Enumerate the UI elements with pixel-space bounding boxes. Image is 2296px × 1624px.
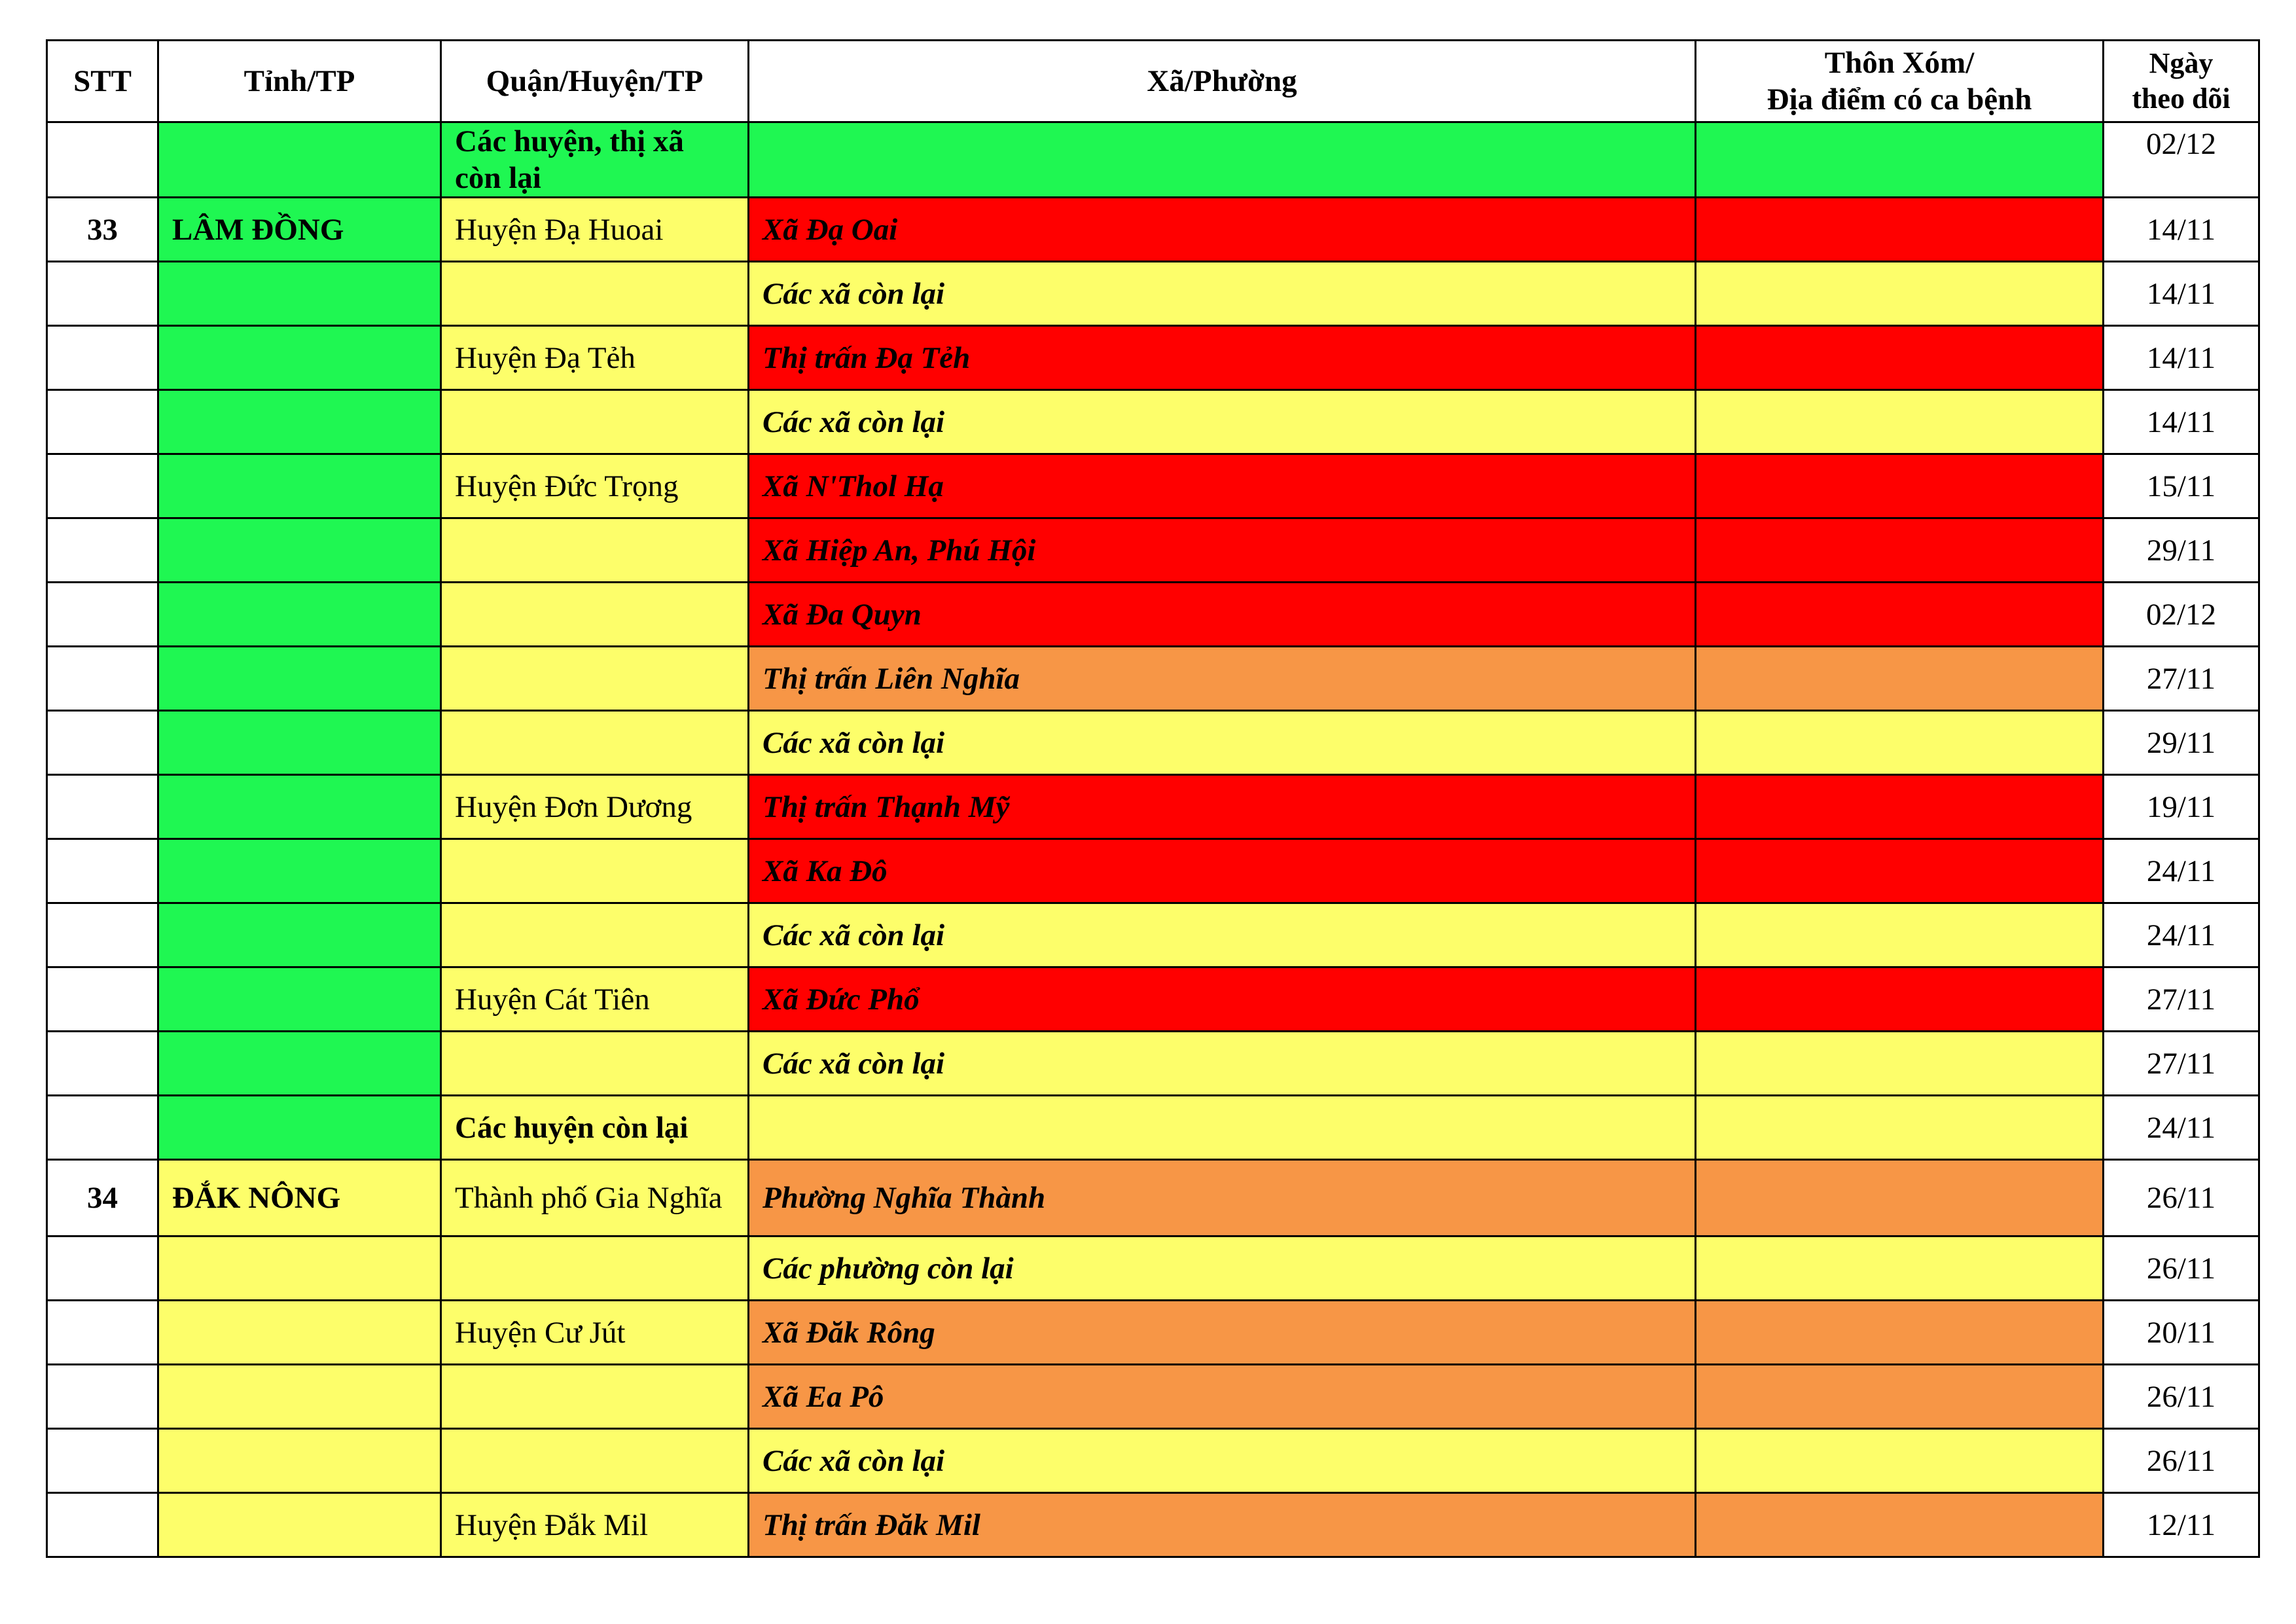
table-row	[47, 198, 2259, 262]
ward-cell: Thị trấn Thạnh Mỹ	[749, 775, 1696, 839]
date-cell: 24/11	[2104, 839, 2259, 903]
district-cell	[441, 711, 749, 775]
hamlet-cell	[1696, 1096, 2104, 1160]
district-cell: Thành phố Gia Nghĩa	[441, 1160, 749, 1236]
province-cell	[158, 839, 441, 903]
province-cell	[158, 967, 441, 1032]
table-row	[47, 839, 2259, 903]
hamlet-cell	[1696, 1493, 2104, 1557]
hamlet-cell	[1696, 903, 2104, 967]
province-cell	[158, 1493, 441, 1557]
district-cell	[441, 583, 749, 647]
ward-cell: Xã N'Thol Hạ	[749, 454, 1696, 518]
ward-cell: Các xã còn lại	[749, 390, 1696, 454]
ward-cell: Thị trấn Liên Nghĩa	[749, 647, 1696, 711]
stt-cell	[47, 967, 158, 1032]
date-cell: 14/11	[2104, 326, 2259, 390]
ward-cell: Các xã còn lại	[749, 1032, 1696, 1096]
ward-cell: Các xã còn lại	[749, 262, 1696, 326]
ward-cell: Xã Đăk Rông	[749, 1301, 1696, 1365]
district-cell: Huyện Đức Trọng	[441, 454, 749, 518]
date-cell: 27/11	[2104, 647, 2259, 711]
district-cell	[441, 647, 749, 711]
hamlet-cell	[1696, 198, 2104, 262]
district-cell: Huyện Đắk Mil	[441, 1493, 749, 1557]
header-date-line2: theo dõi	[2132, 82, 2231, 115]
hamlet-cell	[1696, 1236, 2104, 1301]
table-row	[47, 122, 2259, 198]
table-row	[47, 326, 2259, 390]
table-row	[47, 1301, 2259, 1365]
stt-cell	[47, 1236, 158, 1301]
hamlet-cell	[1696, 1301, 2104, 1365]
table-row	[47, 711, 2259, 775]
province-cell	[158, 1365, 441, 1429]
province-cell	[158, 903, 441, 967]
hamlet-cell	[1696, 583, 2104, 647]
stt-cell	[47, 390, 158, 454]
header-hamlet	[1696, 41, 2104, 122]
header-district-text: Quận/Huyện/TP	[486, 64, 704, 98]
date-cell: 26/11	[2104, 1365, 2259, 1429]
ward-cell: Xã Ka Đô	[749, 839, 1696, 903]
district-cell	[441, 518, 749, 583]
district-cell: Huyện Đạ Tẻh	[441, 326, 749, 390]
ward-cell: Xã Đa Quyn	[749, 583, 1696, 647]
hamlet-cell	[1696, 711, 2104, 775]
header-district	[441, 41, 749, 122]
ward-cell	[749, 122, 1696, 198]
hamlet-cell	[1696, 122, 2104, 198]
province-cell	[158, 775, 441, 839]
stt-cell	[47, 647, 158, 711]
province-cell	[158, 1236, 441, 1301]
header-ward-text: Xã/Phường	[1147, 64, 1297, 98]
date-cell: 26/11	[2104, 1236, 2259, 1301]
stt-cell: 33	[47, 198, 158, 262]
ward-cell: Xã Đức Phổ	[749, 967, 1696, 1032]
stt-cell	[47, 1301, 158, 1365]
province-cell	[158, 1429, 441, 1493]
district-cell	[441, 1236, 749, 1301]
stt-cell	[47, 1096, 158, 1160]
stt-cell: 34	[47, 1160, 158, 1236]
stt-cell	[47, 262, 158, 326]
ward-cell: Các xã còn lại	[749, 1429, 1696, 1493]
district-cell	[441, 390, 749, 454]
ward-cell: Các phường còn lại	[749, 1236, 1696, 1301]
district-cell	[441, 1429, 749, 1493]
ward-cell: Xã Đạ Oai	[749, 198, 1696, 262]
province-cell	[158, 711, 441, 775]
table-row	[47, 1032, 2259, 1096]
header-stt	[47, 41, 158, 122]
stt-cell	[47, 1493, 158, 1557]
district-cell	[441, 1032, 749, 1096]
hamlet-cell	[1696, 647, 2104, 711]
district-cell: Các huyện, thị xã còn lại	[441, 122, 749, 198]
province-cell	[158, 647, 441, 711]
header-province	[158, 41, 441, 122]
province-cell	[158, 1096, 441, 1160]
stt-cell	[47, 326, 158, 390]
date-cell: 02/12	[2104, 122, 2259, 198]
ward-cell: Xã Ea Pô	[749, 1365, 1696, 1429]
stt-cell	[47, 1429, 158, 1493]
header-hamlet-line1: Thôn Xóm/	[1824, 46, 1975, 80]
date-cell: 14/11	[2104, 390, 2259, 454]
table-row	[47, 1493, 2259, 1557]
table-row	[47, 583, 2259, 647]
province-cell	[158, 326, 441, 390]
date-cell: 26/11	[2104, 1429, 2259, 1493]
hamlet-cell	[1696, 262, 2104, 326]
header-date-line1: Ngày	[2149, 47, 2214, 79]
district-cell	[441, 1365, 749, 1429]
table-row	[47, 1096, 2259, 1160]
stt-cell	[47, 583, 158, 647]
header-ward	[749, 41, 1696, 122]
table-row	[47, 647, 2259, 711]
table-row	[47, 262, 2259, 326]
date-cell: 02/12	[2104, 583, 2259, 647]
table-row	[47, 390, 2259, 454]
province-cell: ĐẮK NÔNG	[158, 1160, 441, 1236]
hamlet-cell	[1696, 775, 2104, 839]
province-cell	[158, 122, 441, 198]
ward-cell	[749, 1096, 1696, 1160]
date-cell: 26/11	[2104, 1160, 2259, 1236]
district-cell	[441, 903, 749, 967]
province-cell: LÂM ĐỒNG	[158, 198, 441, 262]
date-cell: 14/11	[2104, 198, 2259, 262]
province-cell	[158, 454, 441, 518]
district-cell: Huyện Cư Jút	[441, 1301, 749, 1365]
stt-cell	[47, 454, 158, 518]
ward-cell: Xã Hiệp An, Phú Hội	[749, 518, 1696, 583]
stt-cell	[47, 903, 158, 967]
ward-cell: Thị trấn Đạ Tẻh	[749, 326, 1696, 390]
header-row	[47, 41, 2259, 122]
district-cell	[441, 839, 749, 903]
hamlet-cell	[1696, 1032, 2104, 1096]
header-hamlet-line2: Địa điểm có ca bệnh	[1767, 82, 2032, 117]
header-stt-text: STT	[73, 64, 132, 98]
province-cell	[158, 390, 441, 454]
hamlet-cell	[1696, 326, 2104, 390]
province-cell	[158, 1032, 441, 1096]
date-cell: 24/11	[2104, 1096, 2259, 1160]
date-cell: 19/11	[2104, 775, 2259, 839]
stt-cell	[47, 711, 158, 775]
header-date	[2104, 41, 2259, 122]
covid-risk-level-table	[46, 39, 2260, 1558]
hamlet-cell	[1696, 1429, 2104, 1493]
district-cell: Huyện Cát Tiên	[441, 967, 749, 1032]
date-cell: 20/11	[2104, 1301, 2259, 1365]
ward-cell: Các xã còn lại	[749, 903, 1696, 967]
table-row	[47, 518, 2259, 583]
table-row	[47, 903, 2259, 967]
hamlet-cell	[1696, 1160, 2104, 1236]
date-cell: 29/11	[2104, 711, 2259, 775]
date-cell: 27/11	[2104, 967, 2259, 1032]
date-cell: 12/11	[2104, 1493, 2259, 1557]
hamlet-cell	[1696, 839, 2104, 903]
province-cell	[158, 583, 441, 647]
date-cell: 15/11	[2104, 454, 2259, 518]
stt-cell	[47, 775, 158, 839]
ward-cell: Phường Nghĩa Thành	[749, 1160, 1696, 1236]
hamlet-cell	[1696, 518, 2104, 583]
stt-cell	[47, 1365, 158, 1429]
table-row	[47, 1365, 2259, 1429]
stt-cell	[47, 518, 158, 583]
ward-cell: Thị trấn Đăk Mil	[749, 1493, 1696, 1557]
date-cell: 27/11	[2104, 1032, 2259, 1096]
district-cell: Huyện Đơn Dương	[441, 775, 749, 839]
province-cell	[158, 1301, 441, 1365]
table-row	[47, 967, 2259, 1032]
hamlet-cell	[1696, 454, 2104, 518]
table-row	[47, 1236, 2259, 1301]
table-row	[47, 454, 2259, 518]
date-cell: 24/11	[2104, 903, 2259, 967]
province-cell	[158, 518, 441, 583]
hamlet-cell	[1696, 967, 2104, 1032]
district-cell	[441, 262, 749, 326]
stt-cell	[47, 122, 158, 198]
table-row	[47, 1160, 2259, 1236]
district-cell: Các huyện còn lại	[441, 1096, 749, 1160]
table-row	[47, 775, 2259, 839]
province-cell	[158, 262, 441, 326]
table-row	[47, 1429, 2259, 1493]
date-cell: 14/11	[2104, 262, 2259, 326]
header-province-text: Tỉnh/TP	[243, 64, 355, 98]
ward-cell: Các xã còn lại	[749, 711, 1696, 775]
stt-cell	[47, 839, 158, 903]
district-cell: Huyện Đạ Huoai	[441, 198, 749, 262]
date-cell: 29/11	[2104, 518, 2259, 583]
stt-cell	[47, 1032, 158, 1096]
hamlet-cell	[1696, 390, 2104, 454]
hamlet-cell	[1696, 1365, 2104, 1429]
